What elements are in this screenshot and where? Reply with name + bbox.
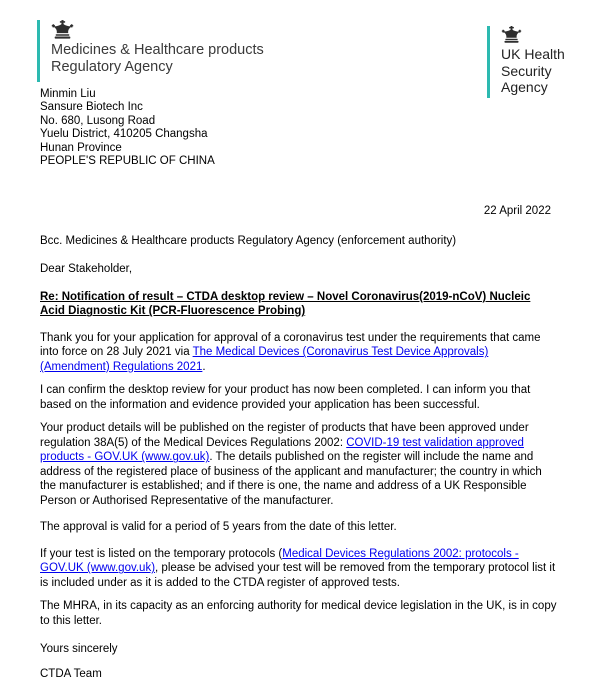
paragraph-text: , please be advised your test will be removed from the temporary protocol list it is included under as it is added to the CTDA register of approved tests. — [40, 562, 556, 589]
paragraph-text: . — [202, 360, 206, 373]
recipient-address — [40, 88, 557, 168]
paragraph-text: Your product details will be published on the register of products that have been approved under regulation 38A(5) of the Medical Devices Regulations 2002: — [40, 422, 529, 449]
crown-icon — [501, 26, 522, 43]
mhra-logo-content — [51, 20, 264, 82]
paragraph-text: . The details published on the register will include the name and address of the registered place of business of the applicant and manufacturer; the country in which the manufacturer is established; and if there is one, the name and address of a UK Responsible Person or Authorised Representative of the manufacturer. — [40, 451, 542, 507]
recipient-company: Sansure Biotech Inc — [40, 101, 143, 114]
valediction: Yours sincerely — [40, 643, 118, 656]
subject-text: Re: Notification of result – CTDA desktop review – Novel Coronavirus(2019-nCoV) Nucleic Acid Diagnostic Kit (PCR-Fluorescence Probing) — [40, 290, 531, 318]
ukhsa-logo-line2: Security — [501, 62, 552, 79]
signoff: CTDA Team — [40, 667, 102, 680]
letter-body — [0, 88, 600, 681]
paragraph-text: If your test is listed on the temporary protocols ( — [40, 547, 283, 560]
paragraph-application — [40, 331, 557, 375]
approved-products-link[interactable]: COVID-19 test validation approved products - GOV.UK (www.gov.uk) — [40, 436, 524, 464]
recipient-district: Yuelu District, 410205 Changsha — [40, 128, 208, 141]
mhra-logo-text — [51, 42, 264, 76]
ukhsa-logo-content — [501, 26, 565, 98]
ukhsa-logo-line3: Agency — [501, 79, 548, 95]
paragraph-protocols — [40, 547, 557, 591]
paragraph-confirmation: I can confirm the desktop review for your product has now been completed. I can inform you that based on the information and evidence provided your application has been successful. — [40, 384, 531, 411]
mhra-logo — [37, 20, 264, 82]
paragraph-validity: The approval is valid for a period of 5 years from the date of this letter. — [40, 521, 397, 534]
recipient-street: No. 680, Lusong Road — [40, 114, 156, 127]
ukhsa-logo-text — [501, 46, 565, 96]
recipient-name: Minmin Liu — [40, 88, 96, 100]
ukhsa-logo — [487, 26, 565, 98]
salutation: Dear Stakeholder, — [40, 263, 133, 276]
paragraph-mhra-copy: The MHRA, in its capacity as an enforcing authority for medical device legislation in the UK, is in copy to this letter. — [40, 600, 557, 627]
ukhsa-logo-bar — [487, 26, 490, 98]
letter-date: 22 April 2022 — [483, 205, 551, 218]
crown-icon — [51, 20, 74, 39]
mhra-logo-line1: Medicines & Healthcare products — [51, 42, 264, 58]
recipient-province: Hunan Province — [40, 141, 122, 154]
protocols-link[interactable]: Medical Devices Regulations 2002: protocols - GOV.UK (www.gov.uk) — [40, 547, 519, 575]
regulations-2021-link[interactable]: The Medical Devices (Coronavirus Test Device Approvals) (Amendment) Regulations 2021 — [40, 346, 489, 373]
recipient-country: PEOPLE'S REPUBLIC OF CHINA — [40, 155, 215, 168]
bcc-line: Bcc. Medicines & Healthcare products Regulatory Agency (enforcement authority) — [40, 234, 457, 247]
mhra-logo-bar — [37, 20, 40, 82]
subject-line — [40, 290, 557, 319]
ukhsa-logo-line1: UK Health — [501, 46, 565, 62]
paragraph-register — [40, 421, 557, 508]
paragraph-text: Thank you for your application for approval of a coronavirus test under the requirements that came into force on 28 July 2021 via — [40, 331, 541, 359]
mhra-logo-line2: Regulatory Agency — [51, 59, 173, 75]
